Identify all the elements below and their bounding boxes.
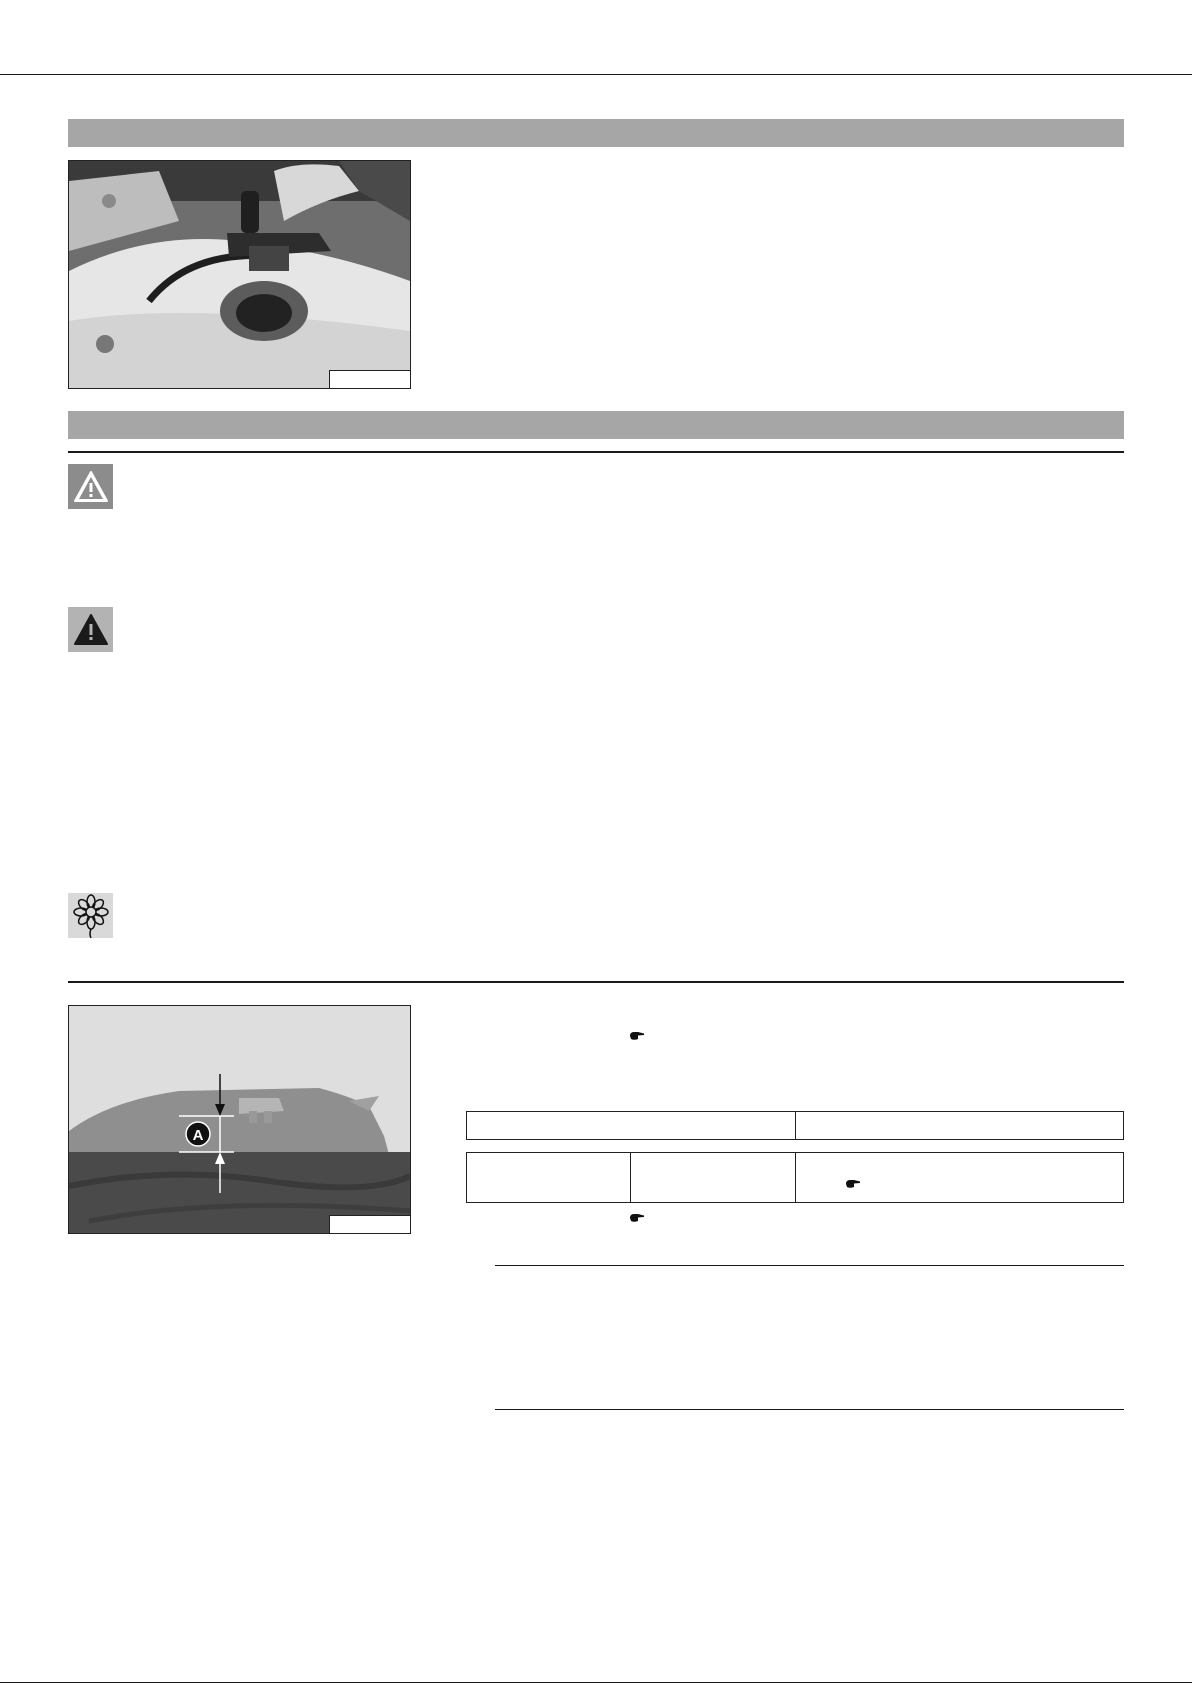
pointing-hand-icon	[845, 1179, 861, 1189]
note-top-rule	[495, 1265, 1124, 1266]
section-2-top-rule	[68, 451, 1124, 453]
fuel-level-illustration	[69, 1006, 410, 1233]
warning-triangle-solid-icon	[73, 613, 109, 647]
fuel-level-photo	[68, 1005, 411, 1234]
section-title-bar-1	[68, 119, 1124, 147]
photo-label-tag	[329, 370, 410, 388]
environment-box	[68, 893, 113, 938]
section-title-bar-2	[68, 411, 1124, 439]
section-2-bottom-rule	[68, 981, 1124, 983]
warning-box-2	[68, 607, 113, 652]
spec-table-header	[466, 1111, 1124, 1140]
callout-a-label: A	[192, 1127, 204, 1144]
photo-label-tag-2	[329, 1215, 410, 1233]
note-bottom-rule	[495, 1409, 1124, 1410]
pointing-hand-icon	[629, 1031, 645, 1041]
fuel-cap-illustration	[69, 161, 410, 388]
warning-box-1	[68, 464, 113, 509]
spec-table-row	[466, 1152, 1124, 1203]
footer-rule	[0, 1682, 1192, 1683]
fuel-cap-photo	[68, 160, 411, 389]
header-rule	[0, 74, 1192, 75]
warning-triangle-outline-icon	[73, 470, 109, 504]
pointing-hand-icon	[629, 1213, 645, 1223]
flower-icon	[71, 894, 111, 938]
